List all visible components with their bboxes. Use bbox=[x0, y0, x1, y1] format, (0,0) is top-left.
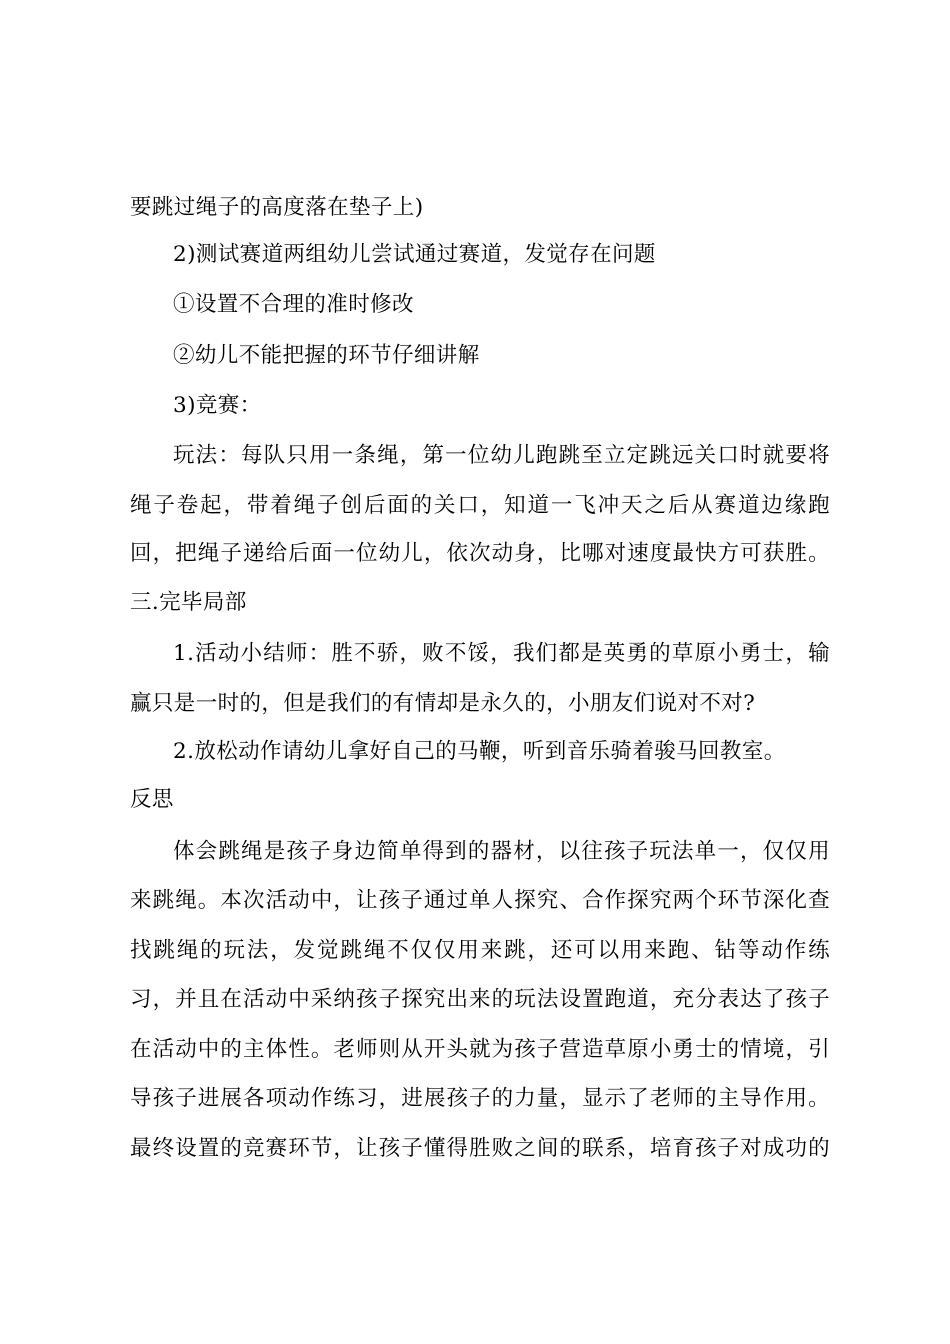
text-line: 最终设置的竞赛环节，让孩子懂得胜败之间的联系，培育孩子对成功的 bbox=[130, 1136, 830, 1161]
text-line: 习，并且在活动中采纳孩子探究出来的玩法设置跑道，充分表达了孩子 bbox=[130, 987, 830, 1012]
text-line: 体会跳绳是孩子身边简单得到的器材，以往孩子玩法单一，仅仅用 bbox=[173, 839, 830, 864]
text-line: 绳子卷起，带着绳子创后面的关口，知道一飞冲天之后从赛道边缘跑 bbox=[130, 493, 830, 518]
text-line: 找跳绳的玩法，发觉跳绳不仅仅用来跳，还可以用来跑、钻等动作练 bbox=[130, 938, 830, 963]
text-line: ①设置不合理的准时修改 bbox=[173, 292, 414, 317]
section-heading: 三.完毕局部 bbox=[130, 590, 247, 615]
section-heading: 反思 bbox=[130, 787, 174, 812]
text-line: 要跳过绳子的高度落在垫子上) bbox=[130, 195, 424, 220]
text-line: 玩法：每队只用一条绳，第一位幼儿跑跳至立定跳远关口时就要将 bbox=[173, 443, 830, 468]
text-line: 回，把绳子递给后面一位幼儿，依次动身，比哪对速度最快方可获胜。 bbox=[130, 541, 830, 566]
text-line: 导孩子进展各项动作练习，进展孩子的力量，显示了老师的主导作用。 bbox=[130, 1086, 830, 1111]
text-line: 3)竞赛： bbox=[173, 393, 262, 418]
text-line: 赢只是一时的，但是我们的有情却是永久的，小朋友们说对不对? bbox=[130, 691, 756, 716]
text-line: 在活动中的主体性。老师则从开头就为孩子营造草原小勇士的情境，引 bbox=[130, 1037, 830, 1062]
text-line: ②幼儿不能把握的环节仔细讲解 bbox=[173, 343, 480, 368]
text-line: 2)测试赛道两组幼儿尝试通过赛道，发觉存在问题 bbox=[173, 242, 656, 267]
text-line: 1.活动小结师：胜不骄，败不馁，我们都是英勇的草原小勇士，输 bbox=[173, 641, 830, 666]
text-line: 2.放松动作请幼儿拿好自己的马鞭，听到音乐骑着骏马回教室。 bbox=[173, 739, 786, 764]
text-line: 来跳绳。本次活动中，让孩子通过单人探究、合作探究两个环节深化查 bbox=[130, 888, 830, 913]
